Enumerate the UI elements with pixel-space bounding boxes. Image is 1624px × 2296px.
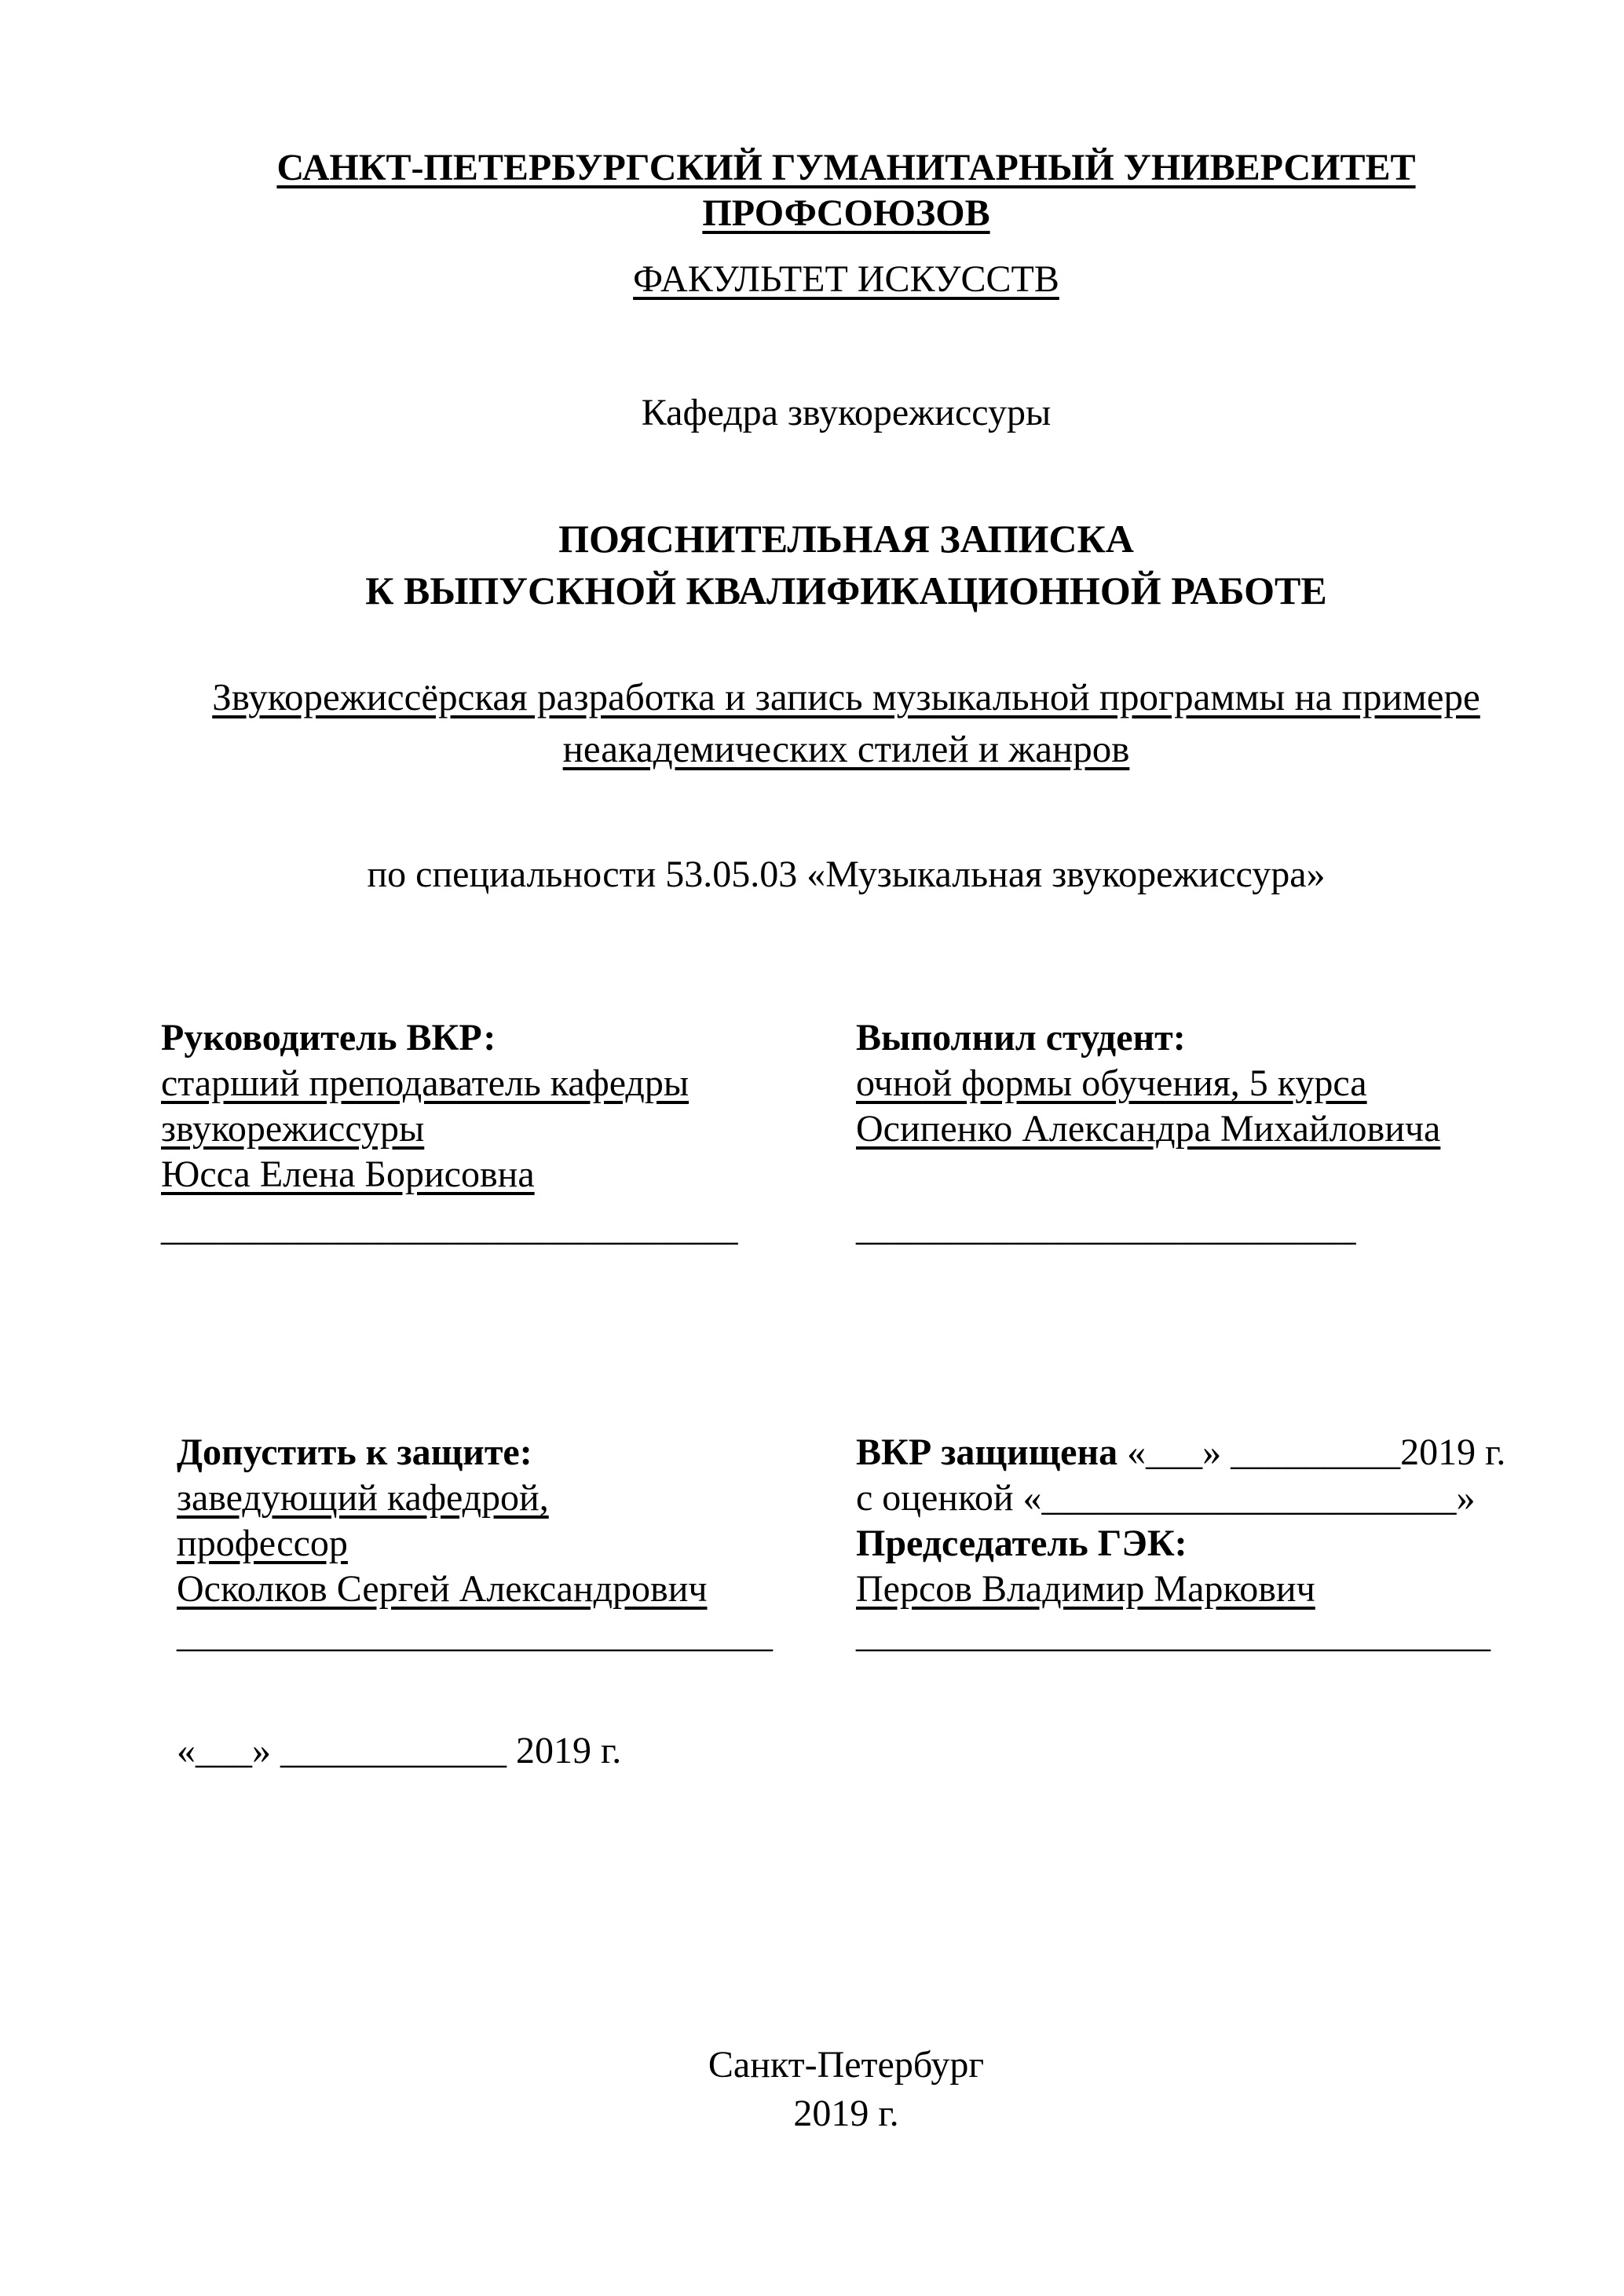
thesis-title bbox=[161, 671, 1531, 775]
grade-line: с оценкой «______________________» bbox=[856, 1477, 1476, 1519]
footer bbox=[161, 2041, 1531, 2138]
footer-city: Санкт-Петербург bbox=[708, 2044, 985, 2086]
admission-date-line: «___» ____________ 2019 г. bbox=[177, 1730, 622, 1771]
admission-position-line1: заведующий кафедрой, bbox=[177, 1477, 549, 1519]
doc-type-title-line2: К ВЫПУСКНОЙ КВАЛИФИКАЦИОННОЙ РАБОТЕ bbox=[365, 569, 1327, 612]
doc-type-title-line1: ПОЯСНИТЕЛЬНАЯ ЗАПИСКА bbox=[558, 517, 1134, 561]
student-form-line: очной формы обучения, 5 курса bbox=[856, 1062, 1367, 1104]
chairman-name: Персов Владимир Маркович bbox=[856, 1568, 1315, 1610]
admission-defense-section bbox=[161, 1430, 1531, 1658]
university-name: САНКТ-ПЕТЕРБУРГСКИЙ ГУМАНИТАРНЫЙ УНИВЕРСИТЕТ ПРОФСОЮЗОВ bbox=[276, 147, 1416, 234]
admission-block bbox=[161, 1430, 856, 1658]
student-label: Выполнил студент: bbox=[856, 1017, 1186, 1058]
supervisor-position-line1: старший преподаватель кафедры bbox=[161, 1062, 689, 1104]
faculty-name: ФАКУЛЬТЕТ ИСКУССТВ bbox=[633, 258, 1059, 300]
supervisor-position-line2: звукорежиссуры bbox=[161, 1108, 425, 1150]
thesis-title-line1: Звукорежиссёрская разработка и запись музыкальной программы на примере bbox=[212, 675, 1480, 718]
supervisor-name: Юсса Елена Борисовна bbox=[161, 1153, 535, 1195]
student-name: Осипенко Александра Михайловича bbox=[856, 1108, 1441, 1150]
defense-block bbox=[856, 1430, 1531, 1658]
thesis-title-line2: неакадемических стилей и жанров bbox=[562, 727, 1130, 770]
supervisor-block bbox=[161, 1015, 856, 1251]
admission-position-line2: профессор bbox=[177, 1523, 348, 1564]
specialty-line: по специальности 53.05.03 «Музыкальная звукорежиссура» bbox=[367, 854, 1326, 895]
supervisor-signature-line: ______________________________ bbox=[161, 1207, 738, 1249]
doc-type-title bbox=[161, 513, 1531, 616]
admission-signature-line: _______________________________ bbox=[177, 1614, 774, 1655]
student-block bbox=[856, 1015, 1531, 1251]
defense-date-blank: «___» _________2019 г. bbox=[1127, 1431, 1506, 1473]
defense-status-label: ВКР защищена bbox=[856, 1431, 1118, 1473]
chairman-label: Председатель ГЭК: bbox=[856, 1523, 1187, 1564]
student-signature-line: __________________________ bbox=[856, 1207, 1356, 1249]
department-name: Кафедра звукорежиссуры bbox=[641, 392, 1052, 433]
footer-year: 2019 г. bbox=[793, 2093, 899, 2134]
admission-label: Допустить к защите: bbox=[177, 1431, 532, 1473]
supervisor-label: Руководитель ВКР: bbox=[161, 1017, 496, 1058]
defense-status-line bbox=[856, 1430, 1531, 1475]
supervisor-student-section bbox=[161, 1015, 1531, 1251]
admission-name: Осколков Сергей Александрович bbox=[177, 1568, 708, 1610]
defense-signature-line: _________________________________ bbox=[856, 1614, 1491, 1655]
